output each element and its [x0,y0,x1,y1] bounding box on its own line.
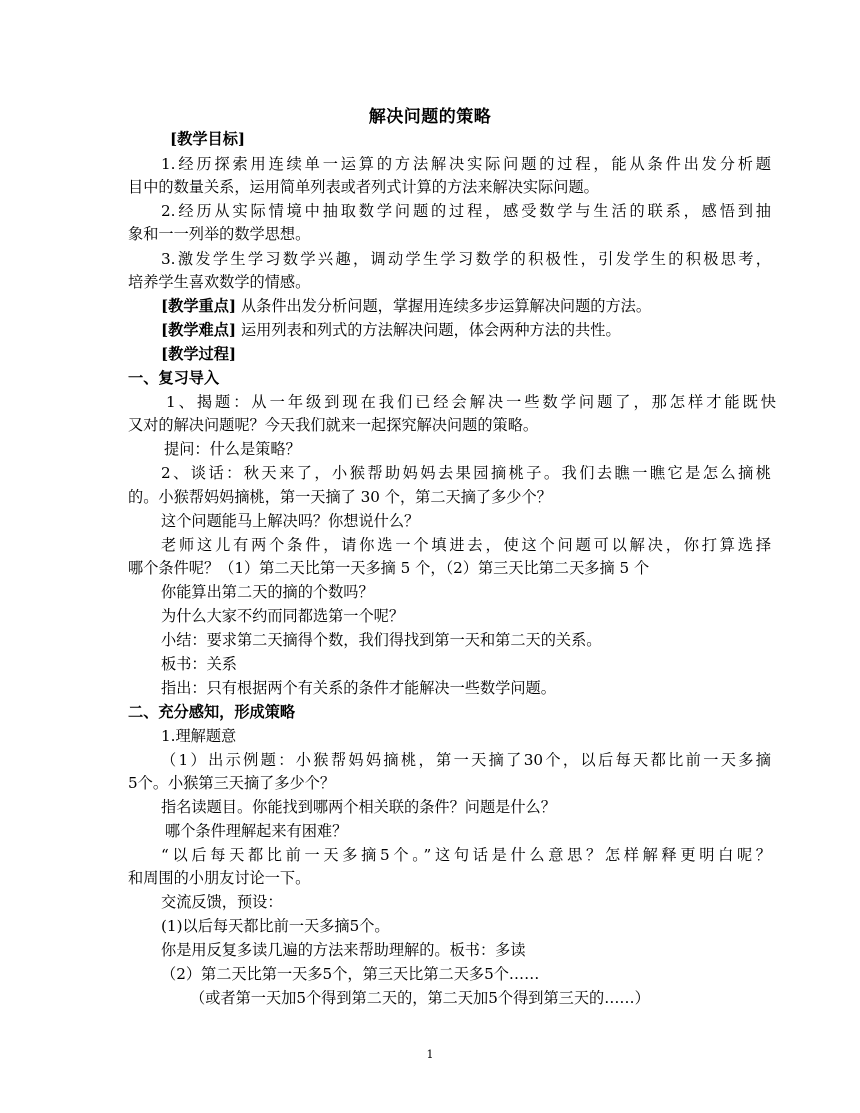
paragraph-line: 1、揭题：从一年级到现在我们已经会解决一些数学问题了，那怎样才能既快 [166,393,776,411]
paragraph-line: 交流反馈，预设： [161,893,283,911]
difficulty-label: [教学难点] [161,321,237,339]
paragraph-line: 1.理解题意 [161,727,237,745]
paragraph-line: 2.经历从实际情境中抽取数学问题的过程，感受数学与生活的联系，感悟到抽 [161,202,771,220]
difficulty-row [128,319,771,341]
paragraph-line: （或者第一天加5个得到第二天的，第二天加5个得到第三天的……） [190,989,650,1007]
difficulty-text: 运用列表和列式的方法解决问题，体会两种方法的共性。 [240,321,621,339]
paragraph-line: 3.激发学生学习数学兴趣，调动学生学习数学的积极性，引发学生的积极思考， [161,250,771,268]
paragraph-line: 5个。小猴第三天摘了多少个？ [128,774,336,792]
paragraph-line: 培养学生喜欢数学的情感。 [128,273,311,291]
paragraph-line: 你能算出第二天的摘的个数吗？ [161,583,374,601]
paragraph-line: 小结：要求第二天摘得个数，我们得找到第一天和第二天的关系。 [161,631,602,649]
section-heading-perception: 二、充分感知，形成策略 [128,703,296,721]
paragraph-line: 象和一一列举的数学思想。 [128,225,311,243]
paragraph-line: 1.经历探索用连续单一运算的方法解决实际问题的过程，能从条件出发分析题 [161,155,771,173]
paragraph-line: 哪个条件理解起来有困难？ [165,822,348,840]
key-points-label: [教学重点] [161,297,237,315]
key-points-row [128,295,771,317]
paragraph-line: 哪个条件呢？（1）第二天比第一天多摘 5 个，（2）第三天比第二天多摘 5 个 [128,559,650,577]
paragraph-line: (1)以后每天都比前一天多摘5个。 [161,917,390,935]
document-title: 解决问题的策略 [368,107,492,127]
paragraph-line: 的。小猴帮妈妈摘桃，第一天摘了 30 个，第二天摘了多少个？ [128,488,552,506]
paragraph-line: 指名读题目。你能找到哪两个相关联的条件？问题是什么？ [161,798,556,816]
paragraph-line: 你是用反复多读几遍的方法来帮助理解的。板书：多读 [161,941,526,959]
page-number: 1 [426,1048,434,1061]
section-heading-review: 一、复习导入 [128,369,220,387]
paragraph-line: 2、谈话：秋天来了，小猴帮助妈妈去果园摘桃子。我们去瞧一瞧它是怎么摘桃 [161,464,771,482]
paragraph-line: 为什么大家不约而同都选第一个呢？ [161,607,404,625]
key-points-text: 从条件出发分析问题，掌握用连续多步运算解决问题的方法。 [240,297,652,315]
paragraph-line: （1）出示例题：小猴帮妈妈摘桃，第一天摘了30个，以后每天都比前一天多摘 [161,751,771,769]
paragraph-line: 板书：关系 [161,655,237,673]
paragraph-line: 提问：什么是策略？ [164,440,301,458]
paragraph-line: 指出：只有根据两个有关系的条件才能解决一些数学问题。 [161,679,556,697]
paragraph-line: 目中的数量关系，运用简单列表或者列式计算的方法来解决实际问题。 [128,178,599,196]
paragraph-line: （2）第二天比第一天多5个，第三天比第二天多5个…… [161,965,540,983]
paragraph-line: “以后每天都比前一天多摘5个。”这句话是什么意思？怎样解释更明白呢？ [161,846,771,864]
heading-teaching-goals: [教学目标] [170,130,246,148]
paragraph-line: 这个问题能马上解决吗？你想说什么？ [161,512,420,530]
paragraph-line: 和周围的小朋友讨论一下。 [128,869,311,887]
paragraph-line: 又对的解决问题呢？今天我们就来一起探究解决问题的策略。 [128,416,539,434]
paragraph-line: 老师这儿有两个条件，请你选一个填进去，使这个问题可以解决，你打算选择 [161,536,771,554]
heading-teaching-process: [教学过程] [161,345,237,363]
